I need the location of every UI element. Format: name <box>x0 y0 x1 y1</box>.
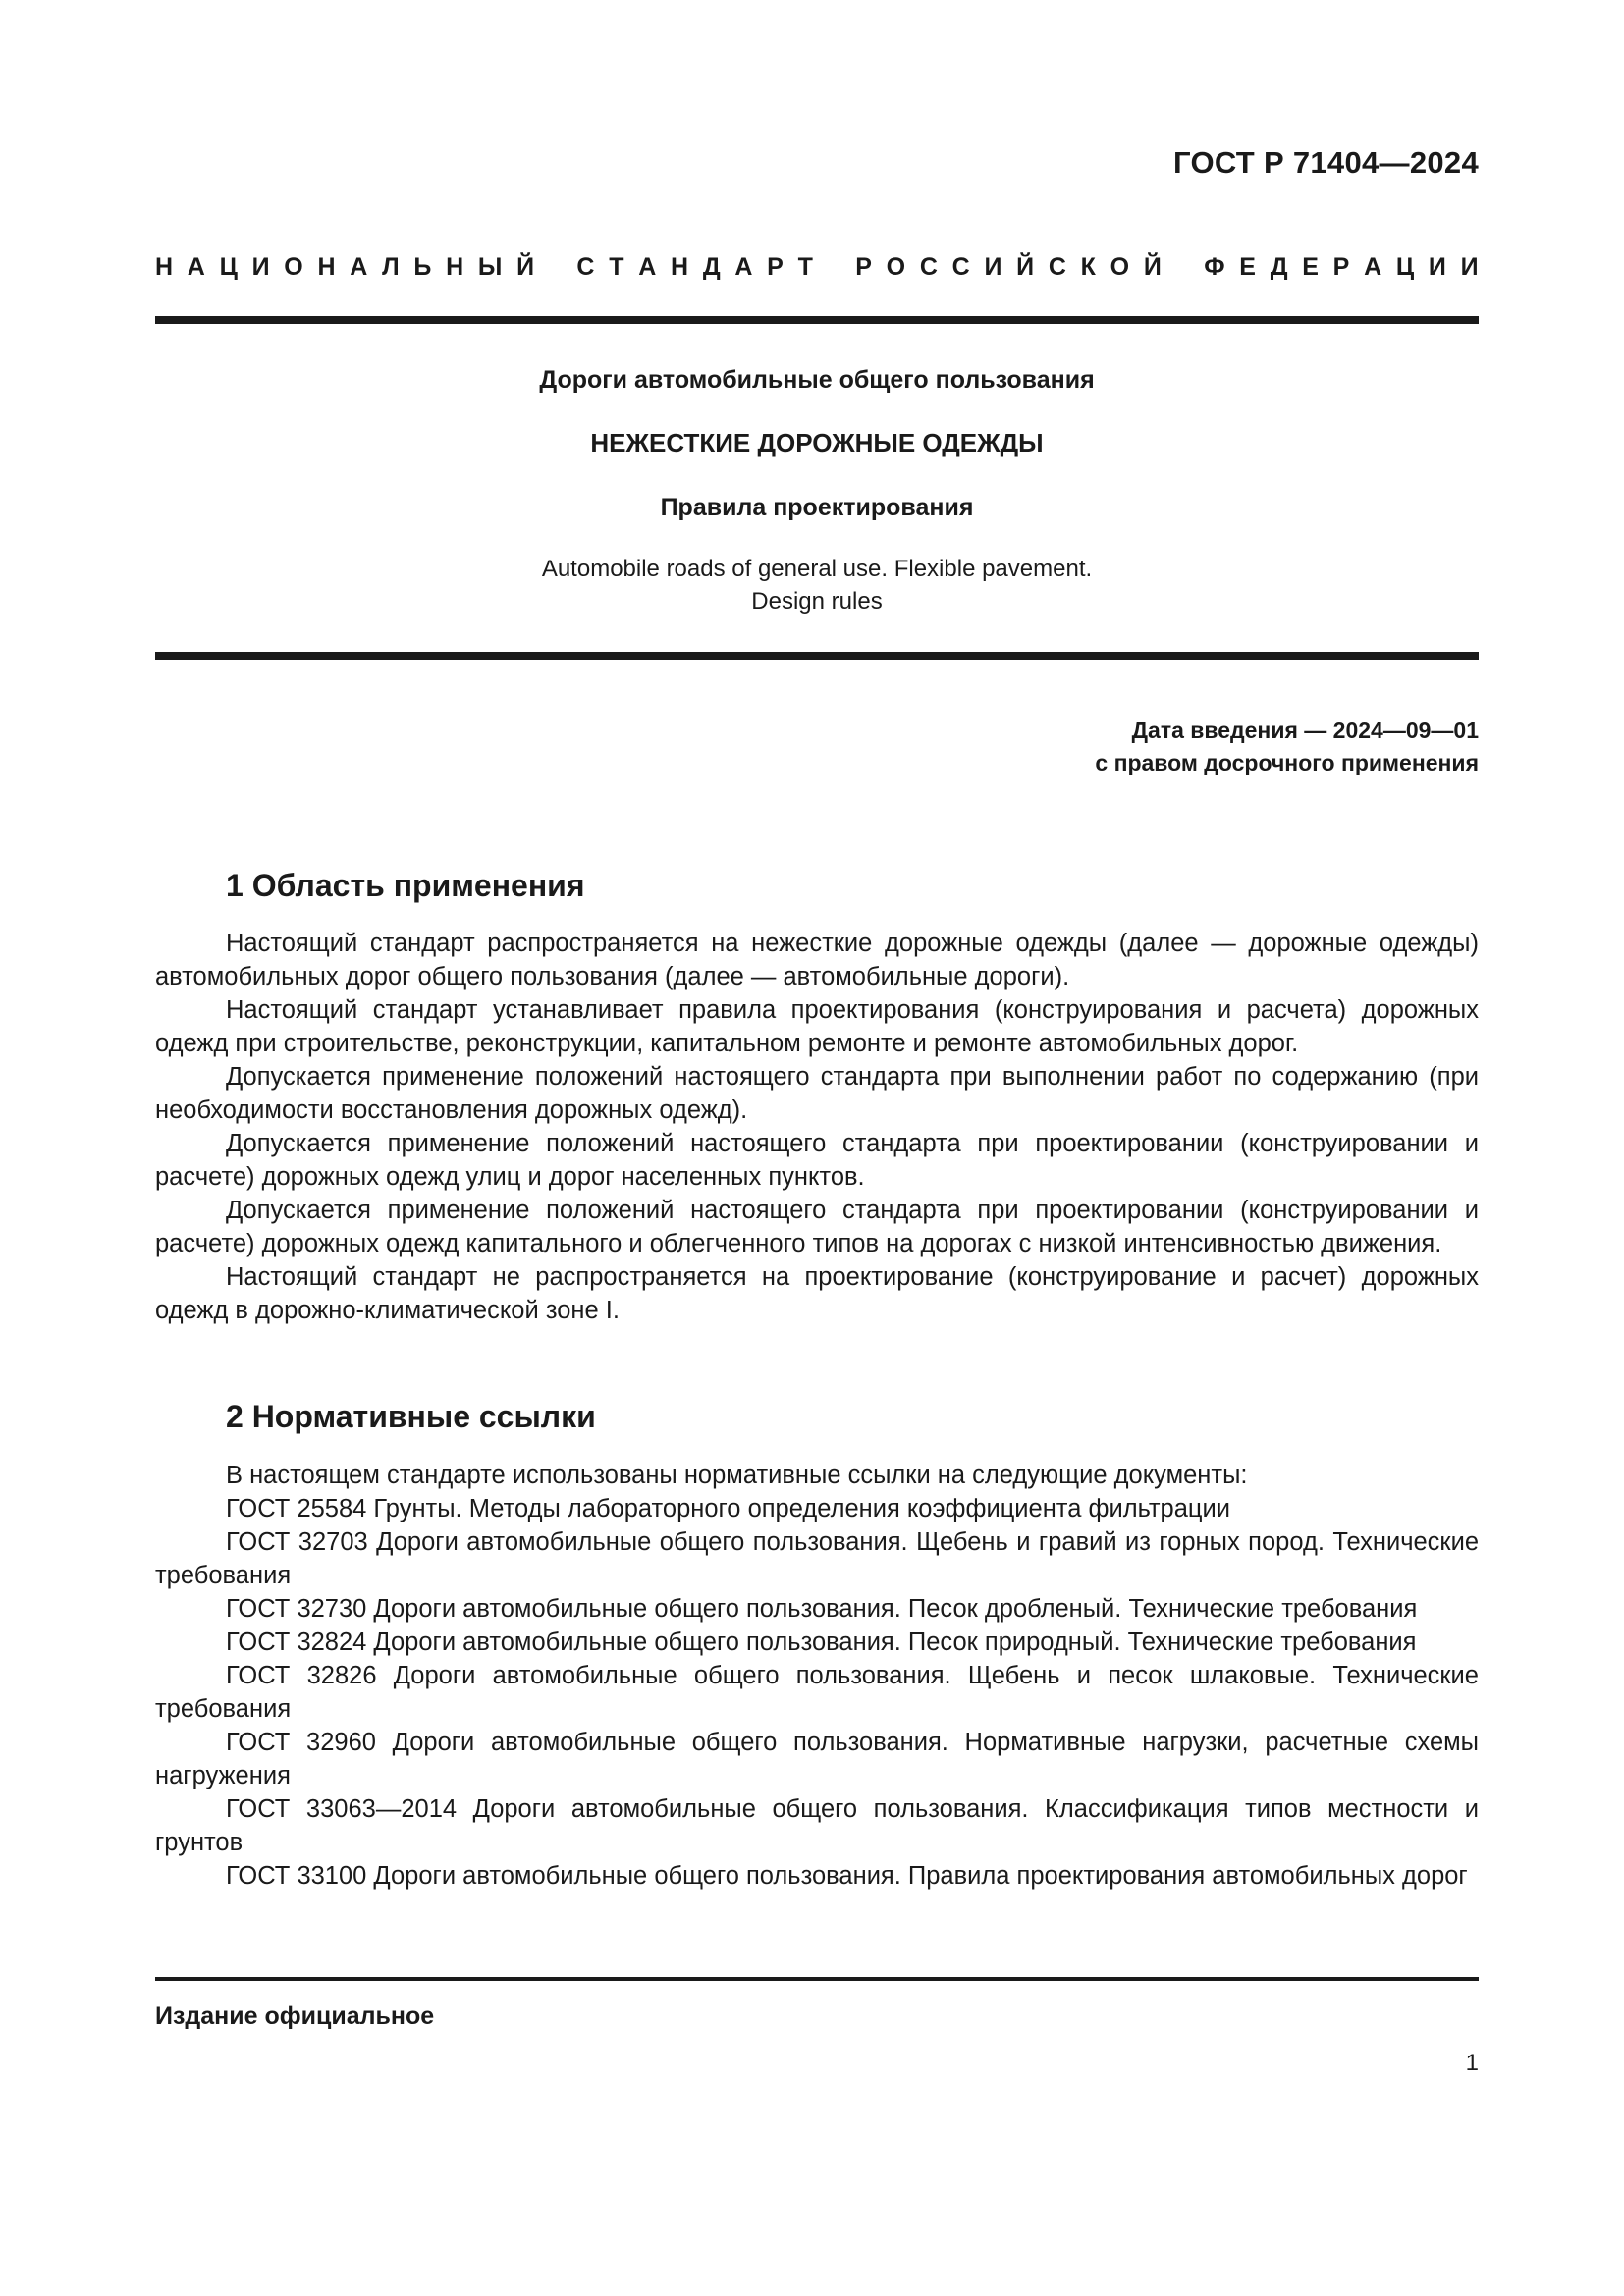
subject-title: Дороги автомобильные общего пользования <box>539 366 1095 394</box>
document-code: ГОСТ Р 71404—2024 <box>1173 145 1479 180</box>
section-1-paragraph: Допускается применение положений настоящего стандарта при проектировании (конструировании и расчете) дорожных одежд капитального и облегченного типов на дорогах с низкой интенсивностью движения. <box>155 1197 1479 1257</box>
section-1-paragraph: Допускается применение положений настоящего стандарта при проектировании (конструировании и расчете) дорожных одежд улиц и дорог населенных пунктов. <box>155 1130 1479 1191</box>
reference-item: ГОСТ 32826 Дороги автомобильные общего пользования. Щебень и песок шлаковые. Технические требования <box>155 1662 1479 1723</box>
sub-title: Правила проектирования <box>660 494 974 521</box>
section-1-paragraph: Настоящий стандарт устанавливает правила проектирования (конструирования и расчета) дорожных одежд при строительстве, реконструкции, капитальном ремонте и ремонте автомобильных дорог. <box>155 996 1479 1057</box>
national-standard-title: Н А Ц И О Н А Л Ь Н Ы Й С Т А Н Д А Р Т Р О С С И Й С К О Й Ф Е Д Е Р А Ц И И <box>155 253 1479 281</box>
reference-item: ГОСТ 32960 Дороги автомобильные общего пользования. Нормативные нагрузки, расчетные схемы нагружения <box>155 1729 1479 1789</box>
introduction-date-line-1: Дата введения — 2024—09—01 <box>1131 718 1479 743</box>
section-2-intro: В настоящем стандарте использованы нормативные ссылки на следующие документы: <box>226 1462 1248 1489</box>
english-title-line-1: Automobile roads of general use. Flexible pavement. <box>541 556 1093 582</box>
reference-item: ГОСТ 32703 Дороги автомобильные общего пользования. Щебень и гравий из горных пород. Технические требования <box>155 1528 1479 1589</box>
english-title <box>155 553 1479 617</box>
section-1-body <box>155 927 1479 1327</box>
document-page <box>155 0 1479 2296</box>
section-1-paragraph: Допускается применение положений настоящего стандарта при выполнении работ по содержанию (при необходимости восстановления дорожных одежд). <box>155 1063 1479 1124</box>
page-number: 1 <box>1465 2050 1479 2076</box>
main-title: НЕЖЕСТКИЕ ДОРОЖНЫЕ ОДЕЖДЫ <box>590 428 1044 457</box>
reference-item: ГОСТ 25584 Грунты. Методы лабораторного определения коэффициента фильтрации <box>226 1495 1231 1522</box>
reference-item: ГОСТ 32824 Дороги автомобильные общего пользования. Песок природный. Технические требования <box>226 1629 1417 1656</box>
section-2-body <box>155 1459 1479 1893</box>
introduction-date <box>1095 715 1479 779</box>
section-1-paragraph: Настоящий стандарт распространяется на нежесткие дорожные одежды (далее — дорожные одежды) автомобильных дорог общего пользования (далее — автомобильные дороги). <box>155 930 1479 990</box>
footer-divider <box>155 1977 1479 1981</box>
reference-item: ГОСТ 32730 Дороги автомобильные общего пользования. Песок дробленый. Технические требования <box>226 1595 1418 1623</box>
reference-item: ГОСТ 33100 Дороги автомобильные общего пользования. Правила проектирования автомобильных дорог <box>226 1862 1468 1890</box>
section-1-heading: 1 Область применения <box>226 868 585 903</box>
title-divider <box>155 652 1479 660</box>
section-1-paragraph: Настоящий стандарт не распространяется на проектирование (конструирование и расчет) дорожных одежд в дорожно-климатической зоне I. <box>155 1263 1479 1324</box>
introduction-date-line-2: с правом досрочного применения <box>1095 750 1479 775</box>
official-edition-label: Издание официальное <box>155 2002 435 2030</box>
english-title-line-2: Design rules <box>751 588 883 614</box>
reference-item: ГОСТ 33063—2014 Дороги автомобильные общего пользования. Классификация типов местности и грунтов <box>155 1795 1479 1856</box>
section-2-heading: 2 Нормативные ссылки <box>226 1399 596 1434</box>
header-divider <box>155 316 1479 324</box>
